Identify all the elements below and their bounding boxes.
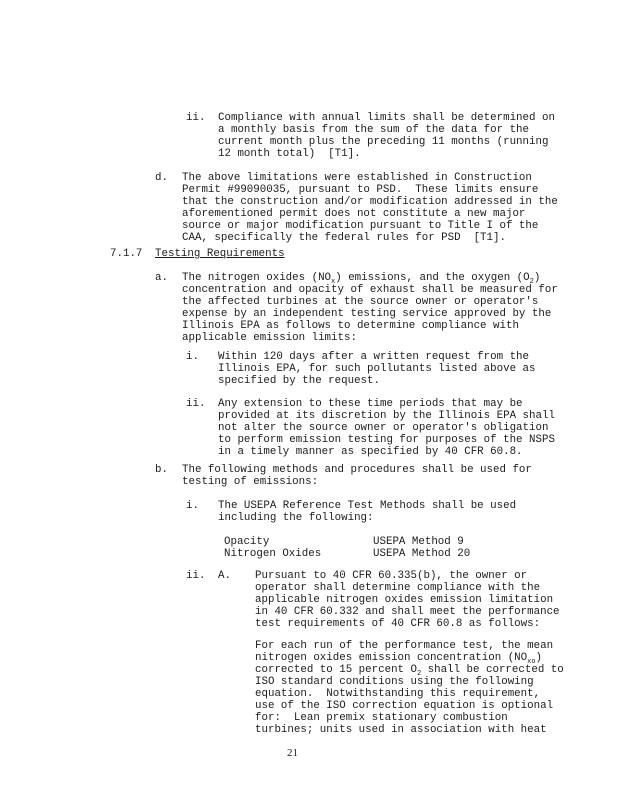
method-pollutant: Opacity [224,536,270,548]
paragraph-line: The USEPA Reference Test Methods shall be used [218,500,517,512]
paragraph-line: provided at its discretion by the Illinois EPA shall [218,410,555,422]
paragraph-line: Compliance with annual limits shall be determined on [218,112,555,124]
paragraph-line: for: Lean premix stationary combustion [255,712,508,724]
item-number: i. [186,351,199,363]
paragraph-line: use of the ISO correction equation is optional [255,700,554,712]
item-number: ii. [186,112,206,124]
paragraph-line: corrected to 15 percent $O_2$ shall be corrected to [255,664,564,679]
paragraph-line: applicable emission limits: [182,332,357,344]
paragraph-line: a monthly basis from the sum of the data for the [218,124,530,136]
paragraph-line: expense by an independent testing service approved by the [182,308,552,320]
paragraph-line: not alter the source owner or operator's obligation [218,422,549,434]
paragraph-line: 12 month total) [T1]. [218,148,361,160]
paragraph-line: The above limitations were established in Construction [182,172,532,184]
paragraph-line: The following methods and procedures shall be used for [182,464,532,476]
paragraph-line: Illinois EPA, for such pollutants listed above as [218,363,536,375]
paragraph-line: turbines; units used in association with heat [255,724,547,736]
paragraph-line: ISO standard conditions using the following [255,676,534,688]
paragraph-line: For each run of the performance test, the mean [255,640,554,652]
method-reference: USEPA Method 9 [373,536,464,548]
item-letter: A. [218,570,231,582]
paragraph-line: CAA, specifically the federal rules for PSD [T1]. [182,232,506,244]
paragraph-line: specified by the request. [218,375,380,387]
paragraph-line: source or major modification pursuant to Title I of the [182,220,539,232]
paragraph-line: including the following: [218,512,374,524]
paragraph-line: Illinois EPA as follows to determine compliance with [182,320,519,332]
item-number: ii. [186,398,206,410]
paragraph-line: the affected turbines at the source owner or operator's [182,296,539,308]
paragraph-line: that the construction and/or modification addressed in the [182,196,558,208]
paragraph-line: equation. Notwithstanding this requirement, [255,688,541,700]
item-letter: b. [155,464,168,476]
item-letter: a. [155,272,168,284]
page-number: 21 [287,747,298,759]
paragraph-line: The nitrogen oxides $(NO_x)$ emissions, and the oxygen $(O_2)$ [182,272,541,287]
paragraph-line: concentration and opacity of exhaust shall be measured for [182,284,558,296]
paragraph-line: testing of emissions: [182,476,319,488]
paragraph-line: applicable nitrogen oxides emission limitation [255,594,554,606]
paragraph-line: in 40 CFR 60.332 and shall meet the performance [255,606,560,618]
item-number: ii. [186,570,206,582]
paragraph-line: Pursuant to 40 CFR 60.335(b), the owner or [255,570,528,582]
section-number: 7.1.7 [110,248,143,260]
paragraph-line: current month plus the preceding 11 months (running [218,136,549,148]
item-number: i. [186,500,199,512]
section-heading: Testing Requirements [155,248,285,260]
paragraph-line: Any extension to these time periods that may be [218,398,523,410]
paragraph-line: in a timely manner as specified by 40 CFR 60.8. [218,446,523,458]
paragraph-line: Permit #99090035, pursuant to PSD. These limits ensure [182,184,539,196]
method-pollutant: Nitrogen Oxides [224,548,322,560]
paragraph-line: to perform emission testing for purposes of the NSPS [218,434,555,446]
item-letter: d. [155,172,168,184]
paragraph-line: Within 120 days after a written request from the [218,351,530,363]
paragraph-line: operator shall determine compliance with the [255,582,541,594]
method-reference: USEPA Method 20 [373,548,471,560]
paragraph-line: test requirements of 40 CFR 60.8 as follows: [255,618,541,630]
paragraph-line: nitrogen oxides emission concentration $(NO_{xo})$ [255,652,543,667]
paragraph-line: aforementioned permit does not constitute a new major [182,208,526,220]
